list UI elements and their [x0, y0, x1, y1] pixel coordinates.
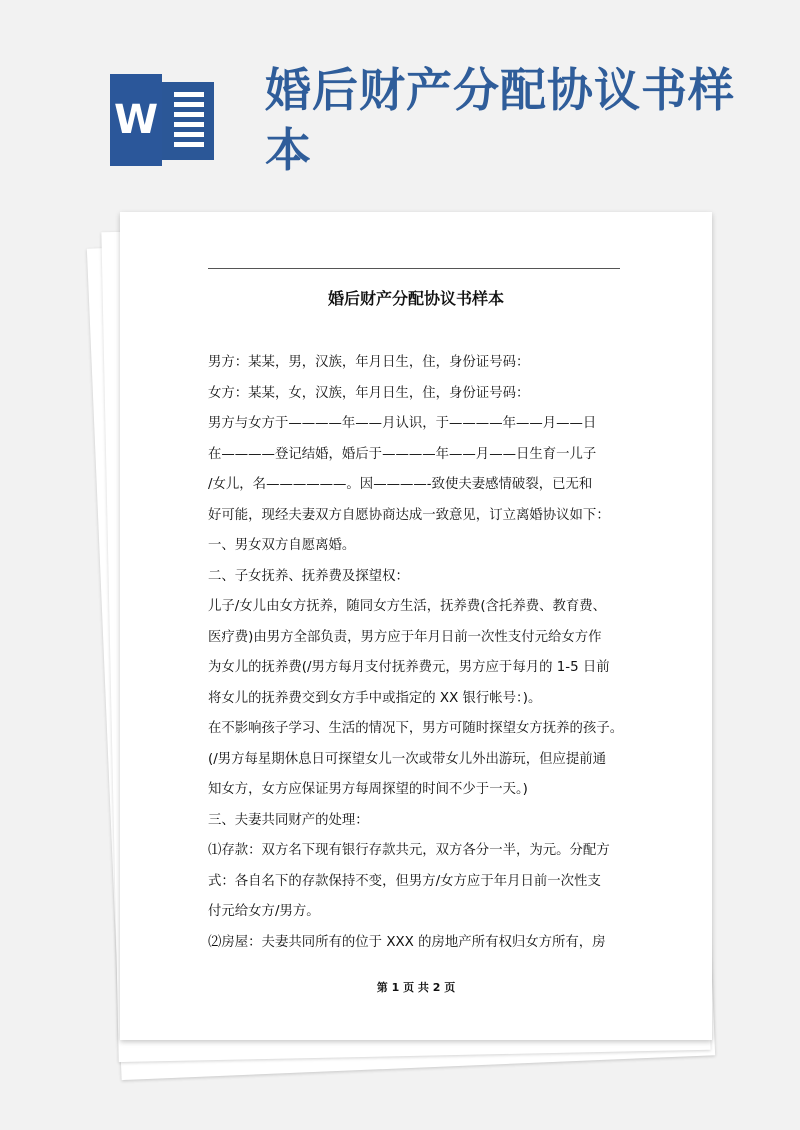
word-icon-letter: W [110, 74, 162, 166]
document-line: 一、男女双方自愿离婚。 [208, 538, 356, 553]
page-title: 婚后财产分配协议书样本 [265, 63, 735, 177]
page-footer: 第 1 页 共 2 页 [376, 981, 456, 994]
word-document-icon [110, 74, 214, 166]
document-line: 为女儿的抚养费(/男方每月支付抚养费元，男方应于每月的 1-5 日前 [208, 660, 610, 675]
document-line: 付元给女方/男方。 [208, 904, 320, 919]
document-line: ⑵房屋：夫妻共同所有的位于 XXX 的房地产所有权归女方所有，房 [208, 934, 606, 950]
document-line: (/男方每星期休息日可探望女儿一次或带女儿外出游玩，但应提前通 [208, 751, 607, 767]
document-line: 在————登记结婚，婚后于————年——月——日生育一儿子 [208, 446, 597, 462]
document-body [208, 348, 638, 958]
document-line: 三、夫妻共同财产的处理： [208, 812, 369, 828]
document-line: 儿子/女儿由女方抚养，随同女方生活，抚养费(含托养费、教育费、 [208, 599, 607, 614]
document-line: 将女儿的抚养费交到女方手中或指定的 XX 银行帐号：)。 [208, 690, 542, 706]
document-page [120, 212, 712, 1040]
document-line: 知女方，女方应保证男方每周探望的时间不少于一天。) [208, 782, 528, 797]
document-line: 二、子女抚养、抚养费及探望权： [208, 568, 409, 584]
document-line: 男方与女方于————年——月认识，于————年——月——日 [208, 416, 597, 431]
document-line: ⑴存款：双方名下现有银行存款共元，双方各分一半，为元。分配方 [208, 843, 610, 858]
document-title: 婚后财产分配协议书样本 [327, 289, 504, 308]
document-line: 在不影响孩子学习、生活的情况下，男方可随时探望女方抚养的孩子。 [208, 721, 624, 736]
document-line: 好可能，现经夫妻双方自愿协商达成一致意见，订立离婚协议如下： [208, 507, 610, 523]
document-line: 式：各自名下的存款保持不变，但男方/女方应于年月日前一次性支 [208, 873, 601, 889]
document-line: /女儿，名——————。因————-致使夫妻感情破裂，已无和 [208, 477, 593, 492]
document-line: 男方：某某，男，汉族，年月日生，住，身份证号码： [208, 355, 530, 370]
document-line: 医疗费)由男方全部负责，男方应于年月日前一次性支付元给女方作 [208, 629, 602, 645]
header-rule [208, 268, 620, 269]
document-line: 女方：某某，女，汉族，年月日生，住，身份证号码： [208, 385, 530, 401]
